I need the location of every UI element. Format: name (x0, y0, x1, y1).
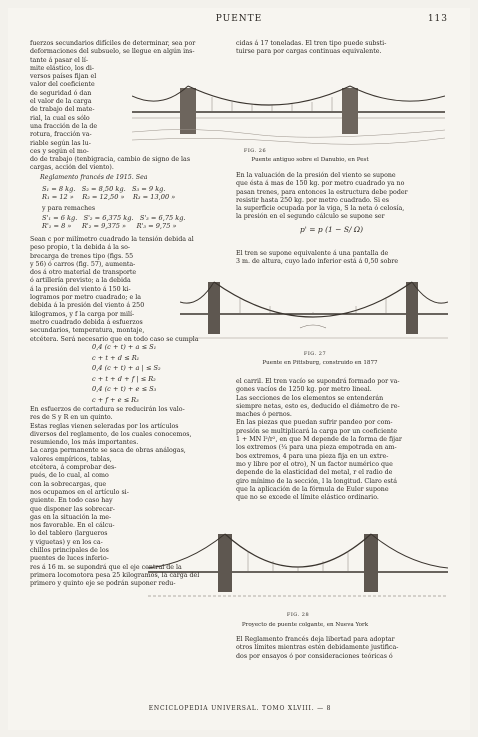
text-line: tante á pasar el lí- (30, 56, 89, 64)
text-line: En las piezas que puedan sufrir pandeo por com- (236, 419, 393, 427)
text-line: cidas á 17 toneladas. El tren tipo puede substi- (236, 40, 387, 47)
text-line: nos ocupamos en el artículo si- (30, 488, 129, 496)
text-line: valor del coeficiente (30, 81, 95, 89)
text-line: pasan trenes, para entonces la estructura debe poder (236, 188, 408, 196)
text-line: debida á la presión del viento á 250 (30, 302, 145, 310)
text-line: que ésta á mas de 150 kg. por metro cuadrado ya no (236, 180, 405, 188)
text-line: de trabajo del mate- (30, 106, 95, 114)
page-footer: ENCICLOPEDIA UNIVERSAL. TOMO XLVIII. — 8 (148, 705, 332, 712)
text-line: El tren se supone equivalente á una pantalla de (236, 250, 389, 257)
text-line: la presión en el segundo cálculo se supone ser (236, 213, 385, 221)
formula-line: c + f + e ≤ R₃ (92, 395, 139, 404)
fig26-caption: Puente antiguo sobre el Danubio, en Pest (251, 157, 369, 163)
right-middle-text (236, 172, 448, 222)
running-header (0, 14, 478, 26)
text-line: 3 m. de altura, cuyo lado inferior está á 0,50 sobre (236, 258, 399, 266)
text-line: Sean c por milímetro cuadrado la tensión debida al (30, 236, 194, 243)
remaches-line (42, 205, 232, 213)
text-line: el carril. El tren vacío se supondrá formado por va- (236, 378, 400, 385)
formula-line: c + t + d + f | ≤ R₂ (92, 374, 156, 383)
text-line: los extremos (¼ para una pieza empotrada en am- (236, 444, 397, 452)
formula-line: 0,4 (c + t) + a | ≤ S₂ (92, 364, 161, 372)
text-line: rotura, fracción va- (30, 131, 92, 139)
text-line: En esfuerzos de cortadura se reducirán los valo- (30, 406, 185, 413)
text-line: etcétera, á comprobar des- (30, 464, 117, 472)
formula-line: R₁ = 12 » R₂ = 12,50 » R₃ = 13,00 » (42, 193, 176, 201)
header-title: PUENTE (215, 14, 263, 24)
text-line: El Reglamento francés deja libertad para adoptar (236, 636, 395, 643)
fig28-caption: Proyecto de puente colgante, en Nueva York (241, 622, 369, 628)
text-line: peso propio, t la debida á la so- (30, 244, 131, 252)
text-line: fuerzos secundarios difíciles de determinar, sea por (30, 40, 196, 47)
page-number: 113 (427, 14, 448, 24)
right-middle2-text (236, 250, 448, 267)
text-line: dos por ensayos ó por consideraciones teóricas ó (236, 652, 393, 660)
fig27-illustration (180, 272, 448, 348)
fig28-label: FIG. 28 (286, 612, 310, 618)
reglamento-heading (40, 174, 235, 182)
text-line: giro mínimo de la sección, l la longitud. Claro está (236, 477, 398, 485)
text-line: tuirse para por cargas continuas equivalente. (236, 48, 382, 56)
fig28-illustration (148, 520, 448, 610)
text-line: primero y quinto eje se podrán suponer redu- (30, 580, 176, 588)
text-line: gones vacíos de 1250 kg. por metro lineal. (236, 386, 372, 394)
text-line: pués, de lo cual, al como (30, 472, 109, 480)
text-line: diversos del reglamento, de los cuales conocemos, (30, 430, 192, 438)
text-line: que la aplicación de la fórmula de Euler supone (236, 485, 389, 493)
fig26-label: FIG. 26 (243, 148, 267, 154)
text-line: En la valuación de la presión del viento se supone (236, 172, 396, 179)
text-line: el valor de la carga (30, 98, 92, 106)
text-line: otros límites mientras estén debidamente justifica- (236, 644, 399, 652)
text-line: res de S y R en un quinto. (30, 414, 113, 422)
text-line: Las secciones de los elementos se entenderán (236, 394, 384, 402)
text-line: ó artillería previsto; a la debida (30, 277, 131, 285)
fig27-label: FIG. 27 (303, 351, 327, 357)
text-line: valores empíricos, tablas, (30, 455, 112, 463)
formula-block-b (42, 214, 186, 230)
text-line: presión se multiplicará la carga por un coeficiente (236, 427, 398, 435)
formula-line: 0,4 (c + t) + a ≤ S₁ (92, 343, 157, 351)
text-line: lo del tablero (largueros (30, 530, 108, 538)
fig26-illustration (132, 60, 445, 150)
text-line: depende de la elasticidad del metal, r el radio de (236, 469, 393, 477)
text-line: maches ó pernos. (236, 411, 292, 419)
formula-line: 0,4 (c + t) + e ≤ S₃ (92, 385, 157, 393)
formula-line: R'₁ = 8 » R'₂ = 9,375 » R'₃ = 9,75 » (42, 222, 177, 230)
text-line: una fracción de la de (30, 122, 98, 130)
formula-line: S'₁ = 6 kg. S'₂ = 6,375 kg. S'₃ = 6,75 kg. (42, 214, 186, 222)
text-line: y 56) ó carros (fig. 57), aumenta- (30, 260, 136, 268)
text-line: á la presión del viento á 150 ki- (30, 285, 131, 293)
text-line: la superficie ocupada por la viga, S la neta ó celosía, (236, 205, 405, 213)
text-line: mo y libre por el otro), N un factor numérico que (236, 460, 393, 468)
text-line: ces y según el mo- (30, 147, 89, 155)
text-line: rial, la cual es sólo (30, 114, 90, 122)
text-line: puentes de luces inferio- (30, 555, 109, 563)
text-line: de seguridad ó dan (30, 89, 92, 97)
right-final-text (236, 636, 448, 661)
formula-line: S₁ = 8 kg. S₂ = 8,50 kg. S₃ = 9 kg. (42, 185, 166, 193)
text-line: que no se excede el límite elástico ordinario. (236, 494, 379, 502)
text-line: versos países fijan el (30, 73, 97, 81)
formula-block-c (92, 342, 161, 405)
text-line: cargas, acción del viento). (30, 164, 114, 172)
right-top-text (236, 40, 448, 57)
text-line: metro cuadrado debida á esfuerzos (30, 318, 143, 326)
text-line: 1 + MN l²/r², en que M depende de la forma de fijar (236, 436, 402, 444)
text-line: gas en la situación la me- (30, 513, 112, 521)
text-line: que disponer las sobrecar- (30, 505, 115, 513)
text-line: guiente. En todo caso hay (30, 497, 113, 505)
text-line: primera locomotora pesa 25 kilogramos, la carga del (30, 571, 200, 579)
text-line: do de trabajo (tenbigracia, cambio de signo de las (30, 156, 191, 164)
text-line: logramos por metro cuadrado; e la (30, 294, 142, 302)
formula-line: c + t + d ≤ R₁ (92, 353, 140, 362)
reglamento-text: Reglamento francés de 1915. Sea (40, 174, 148, 181)
formula-block-a (42, 185, 175, 201)
text-line: riable según las lu- (30, 139, 91, 147)
text-line: y viguetas) y en los ca- (30, 538, 103, 546)
fig27-caption: Puente en Pittsburg, construido en 1877 (262, 360, 378, 366)
text-line: kilogramos, y f la carga por milí- (30, 310, 135, 318)
text-line: deformaciones del subsuelo, se llegue en algún ins- (30, 48, 195, 56)
remaches-text: y para remaches (42, 205, 96, 212)
text-line: dos á otro material de transporte (30, 269, 137, 277)
text-line: siempre netas, esto es, deducido el diámetro de re- (236, 402, 400, 410)
right-bottom-text (236, 378, 448, 502)
text-line: res á 16 m. se supondrá que el eje central de la (30, 563, 182, 571)
text-line: brecarga de trenes tipo (figs. 55 (30, 252, 134, 260)
text-line: secundarios, temperatura, montaje, (30, 327, 145, 335)
text-line: resumiendo, los más importantes. (30, 439, 139, 447)
text-line: bos extremos, 4 para una pieza fija en un extre- (236, 452, 389, 460)
text-line: mite elástico, los di- (30, 64, 95, 72)
text-line: etcétera. Será necesario que en todo caso se cumpla (30, 335, 199, 343)
text-line: Estas reglas vienen seleradas por los artículos (30, 422, 179, 430)
text-line: resistir hasta 250 kg. por metro cuadrado. Si es (236, 196, 389, 204)
text-line: nos favorable. En el cálcu- (30, 522, 115, 530)
wind-formula: p' = p (1 − S/ Ω) (300, 225, 364, 234)
text-line: con la sobrecargas, que (30, 480, 107, 488)
text-line: chillos principales de los (30, 547, 109, 555)
text-line: La carga permanente se saca de obras análogas, (30, 447, 186, 455)
